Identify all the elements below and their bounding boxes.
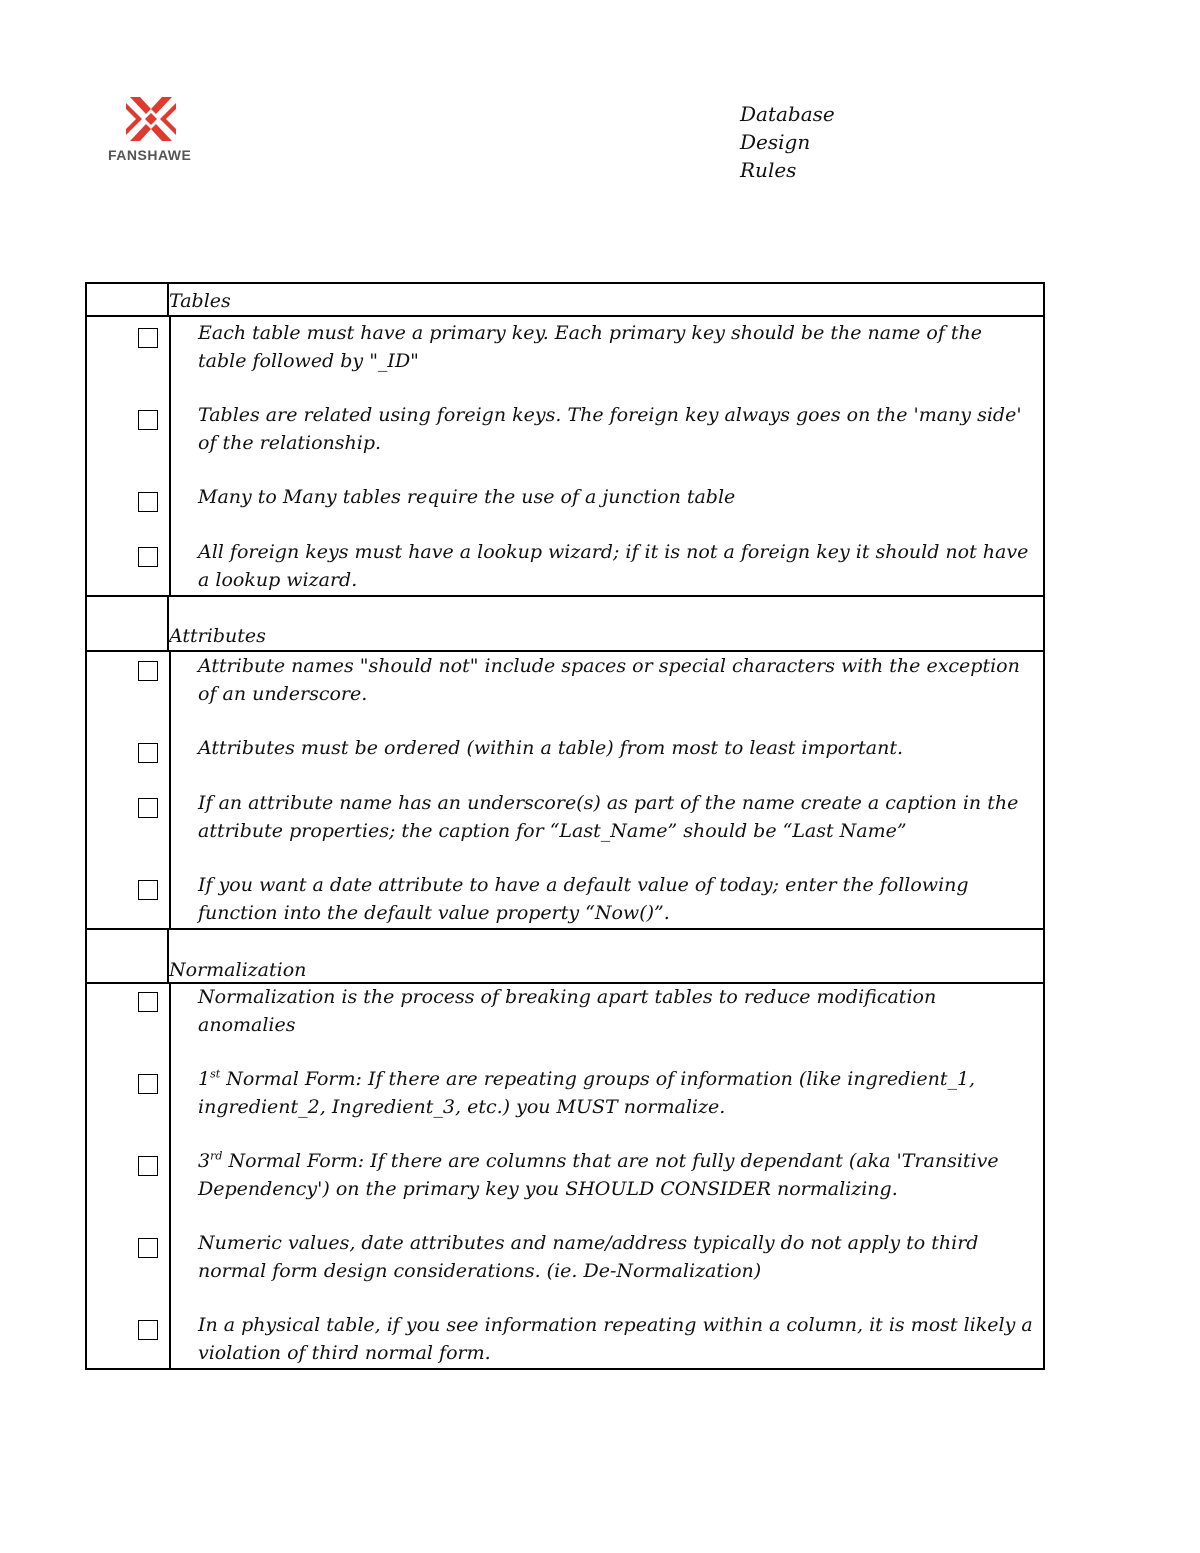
checklist-item: 3rd Normal Form: If there are columns that are not fully dependant (aka 'Transitive Dependency') on the primary key you SHOULD CONSIDER normalizing. [89, 1148, 1033, 1203]
checklist-item: If an attribute name has an underscore(s) as part of the name create a caption in the attribute properties; the caption for “Last_Name” should be “Last Name” [89, 790, 1033, 845]
section-title-tables: Tables [169, 290, 231, 312]
section-title-normalization: Normalization [169, 959, 307, 981]
checkbox[interactable] [138, 547, 158, 567]
checkbox[interactable] [138, 1320, 158, 1340]
title-line: Database [740, 102, 835, 126]
document-title [740, 100, 835, 184]
checkbox[interactable] [138, 1074, 158, 1094]
section-header-row [86, 283, 1044, 316]
checkbox[interactable] [138, 798, 158, 818]
title-line: Design [740, 130, 811, 154]
checklist-item: If you want a date attribute to have a default value of today; enter the following function into the default value property “Now()”. [89, 872, 1033, 927]
checkbox[interactable] [138, 880, 158, 900]
fanshawe-logo [108, 95, 200, 163]
checklist-item: Attributes must be ordered (within a table) from most to least important. [89, 735, 1033, 763]
section-items-row [86, 316, 1044, 596]
rules-checklist-table [85, 282, 1045, 1370]
section-items-row [86, 651, 1044, 929]
title-line: Rules [740, 158, 797, 182]
checkbox[interactable] [138, 1156, 158, 1176]
checkbox[interactable] [138, 743, 158, 763]
section-items-row [86, 983, 1044, 1369]
checklist-item: Numeric values, date attributes and name/address typically do not apply to third normal form design considerations. (ie. De-Normalization) [89, 1230, 1033, 1285]
checklist-item: Each table must have a primary key. Each primary key should be the name of the table followed by "_ID" [89, 320, 1033, 375]
fanshawe-star-icon [122, 95, 180, 145]
checkbox[interactable] [138, 328, 158, 348]
checkbox[interactable] [138, 661, 158, 681]
checkbox[interactable] [138, 410, 158, 430]
checkbox[interactable] [138, 492, 158, 512]
logo-text: FANSHAWE [108, 147, 192, 163]
checklist-item: Attribute names "should not" include spaces or special characters with the exception of an underscore. [89, 653, 1033, 708]
section-header-row [86, 929, 1044, 983]
checklist-item: 1st Normal Form: If there are repeating groups of information (like ingredient_1, ingredient_2, Ingredient_3, etc.) you MUST normalize. [89, 1066, 1033, 1121]
checklist-item: Tables are related using foreign keys. The foreign key always goes on the 'many side' of the relationship. [89, 402, 1033, 457]
checklist-item: All foreign keys must have a lookup wizard; if it is not a foreign key it should not have a lookup wizard. [89, 539, 1033, 594]
checkbox[interactable] [138, 1238, 158, 1258]
section-header-row [86, 596, 1044, 651]
checklist-item: Normalization is the process of breaking apart tables to reduce modification anomalies [89, 984, 1033, 1039]
section-title-attributes: Attributes [169, 625, 266, 647]
checklist-item: In a physical table, if you see information repeating within a column, it is most likely a violation of third normal form. [89, 1312, 1033, 1367]
checkbox[interactable] [138, 992, 158, 1012]
checklist-item: Many to Many tables require the use of a junction table [89, 484, 1033, 512]
